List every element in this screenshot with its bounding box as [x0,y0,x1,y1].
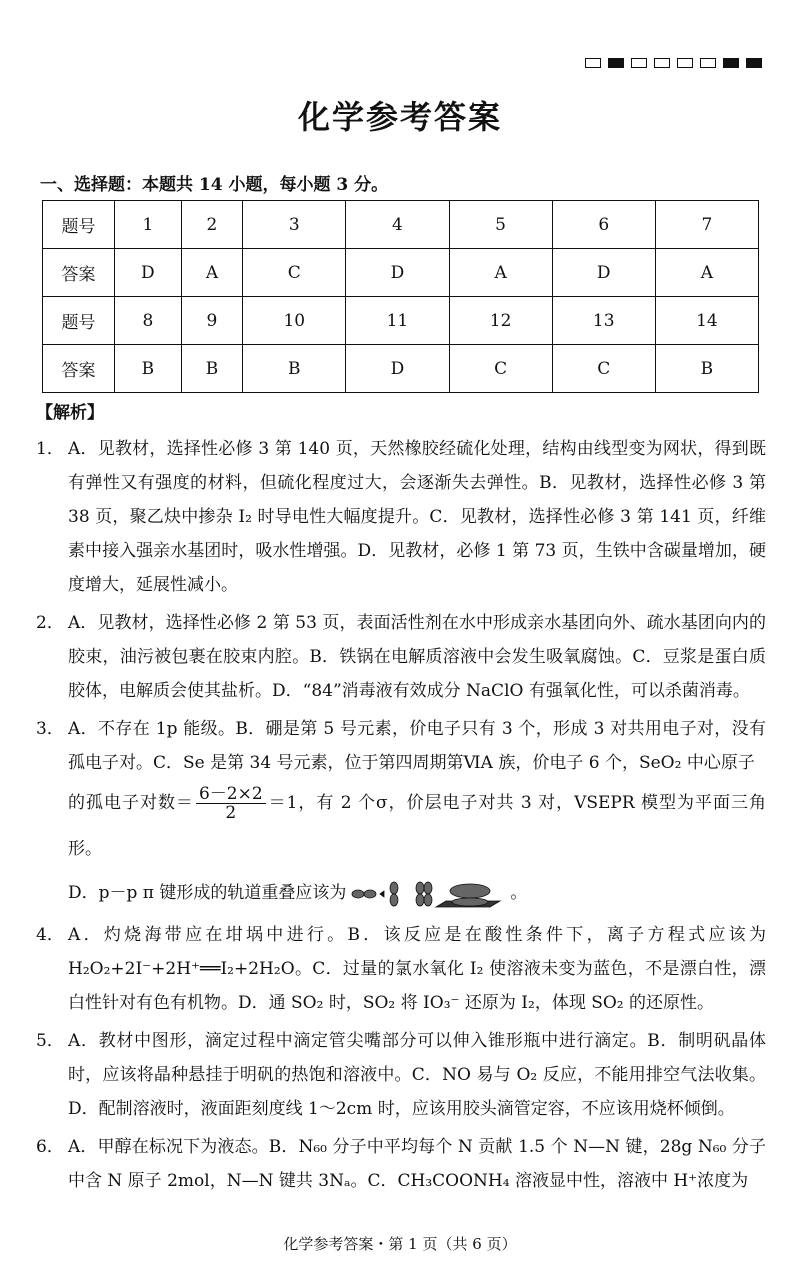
fraction-numerator: 6－2×2 [196,785,266,804]
table-cell: A [181,249,243,297]
table-cell: C [243,249,346,297]
item-number: 3． [36,719,64,739]
analysis-item [36,432,766,602]
analysis-item [36,1024,766,1126]
header-mark [746,58,762,68]
row-label: 题号 [43,297,115,345]
table-cell: 3 [243,201,346,249]
table-cell: 13 [552,297,655,345]
table-cell: 8 [115,297,182,345]
header-mark [608,58,624,68]
section-heading: 一、选择题：本题共 14 小题，每小题 3 分。 [40,175,389,195]
fraction-denominator: 2 [225,803,237,823]
item-number: 4． [36,925,64,945]
item-text: 。 [510,883,528,903]
table-cell: 2 [181,201,243,249]
analysis-item-continuation [36,780,766,872]
table-cell: 5 [449,201,552,249]
table-cell: 11 [346,297,449,345]
header-mark [700,58,716,68]
item-number: 5． [36,1031,64,1051]
table-cell: 7 [655,201,758,249]
table-row [43,249,759,297]
item-text: 的孤电子对数＝ [68,793,194,813]
row-label: 题号 [43,201,115,249]
table-cell: 6 [552,201,655,249]
header-mark [654,58,670,68]
table-cell: B [115,345,182,393]
table-cell: 1 [115,201,182,249]
item-text: D．p－p π 键形成的轨道重叠应该为 [68,883,347,903]
fraction [196,785,266,822]
page-title: 化学参考答案 [297,98,502,136]
header-mark [585,58,601,68]
table-cell: 12 [449,297,552,345]
table-cell: B [243,345,346,393]
item-text: A．甲醇在标况下为液态。B．N₆₀ 分子中平均每个 N 贡献 1.5 个 N—N 键，28g N₆₀ 分子中含 N 原子 2mol，N—N 键共 3Nₐ。C．CH₃COONH₄ 溶液显中性，溶液中 H⁺浓度为 [68,1137,766,1191]
table-cell: B [181,345,243,393]
item-text: A．教材中图形，滴定过程中滴定管尖嘴部分可以伸入锥形瓶中进行滴定。B．制明矾晶体时，应该将晶种悬挂于明矾的热饱和溶液中。C．NO 易与 O₂ 反应，不能用排空气法收集。D．配制溶液时，液面距刻度线 1～2cm 时，应该用胶头滴管定容，不应该用烧杯倾倒。 [68,1031,766,1119]
item-text: ＝1，有 2 个σ，价层电子对共 3 对，VSEPR 模型为平面三角形。 [68,793,766,859]
item-text: A．不存在 1p 能级。B．硼是第 5 号元素，价电子只有 3 个，形成 3 对共用电子对，没有孤电子对。C．Se 是第 34 号元素，位于第四周期第ⅥA 族，价电子 6 个，SeO₂ 中心原子 [68,719,766,773]
row-label: 答案 [43,249,115,297]
item-number: 2． [36,613,64,633]
analysis-body [36,432,766,1202]
analysis-item-continuation [36,872,766,914]
answer-table [42,200,759,393]
table-cell: C [552,345,655,393]
analysis-heading: 【解析】 [36,403,104,423]
table-cell: B [655,345,758,393]
table-cell: A [655,249,758,297]
analysis-item [36,712,766,780]
table-cell: 9 [181,297,243,345]
table-cell: 10 [243,297,346,345]
header-mark [677,58,693,68]
header-marks [585,58,762,68]
table-cell: C [449,345,552,393]
row-label: 答案 [43,345,115,393]
table-cell: A [449,249,552,297]
table-cell: D [552,249,655,297]
item-text: A．见教材，选择性必修 3 第 140 页，天然橡胶经硫化处理，结构由线型变为网状，得到既有弹性又有强度的材料，但硫化程度过大，会逐渐失去弹性。B．见教材，选择性必修 3 第 38 页，聚乙炔中掺杂 I₂ 时导电性大幅度提升。C．见教材，选择性必修 3 第 141 页，纤维素中接入强亲水基团时，吸水性增强。D．见教材，必修 1 第 73 页，生铁中含碳量增加，硬度增大，延展性减小。 [68,439,766,595]
analysis-item [36,1130,766,1198]
table-row [43,345,759,393]
table-row [43,297,759,345]
table-cell: 14 [655,297,758,345]
table-cell: D [346,345,449,393]
table-cell: 4 [346,201,449,249]
item-number: 1． [36,439,64,459]
item-text: A．见教材，选择性必修 2 第 53 页，表面活性剂在水中形成亲水基团向外、疏水基团向内的胶束，油污被包裹在胶束内腔。B．铁锅在电解质溶液中会发生吸氧腐蚀。C．豆浆是蛋白质胶体，电解质会使其盐析。D．“84”消毒液有效成分 NaClO 有强氧化性，可以杀菌消毒。 [68,613,766,701]
pi-bond-orbital-icon [350,879,510,909]
header-mark [723,58,739,68]
analysis-item [36,918,766,1020]
item-number: 6． [36,1137,64,1157]
item-text: A．灼烧海带应在坩埚中进行。B．该反应是在酸性条件下，离子方程式应该为 H₂O₂+2I⁻+2H⁺══I₂+2H₂O。C．过量的氯水氧化 I₂ 使溶液未变为蓝色，不是漂白性，漂白性针对有色有机物。D．通 SO₂ 时，SO₂ 将 IO₃⁻ 还原为 I₂，体现 SO₂ 的还原性。 [68,925,766,1013]
table-cell: D [115,249,182,297]
analysis-item [36,606,766,708]
page-footer: 化学参考答案・第 1 页（共 6 页） [283,1235,517,1253]
table-cell: D [346,249,449,297]
table-row [43,201,759,249]
header-mark [631,58,647,68]
